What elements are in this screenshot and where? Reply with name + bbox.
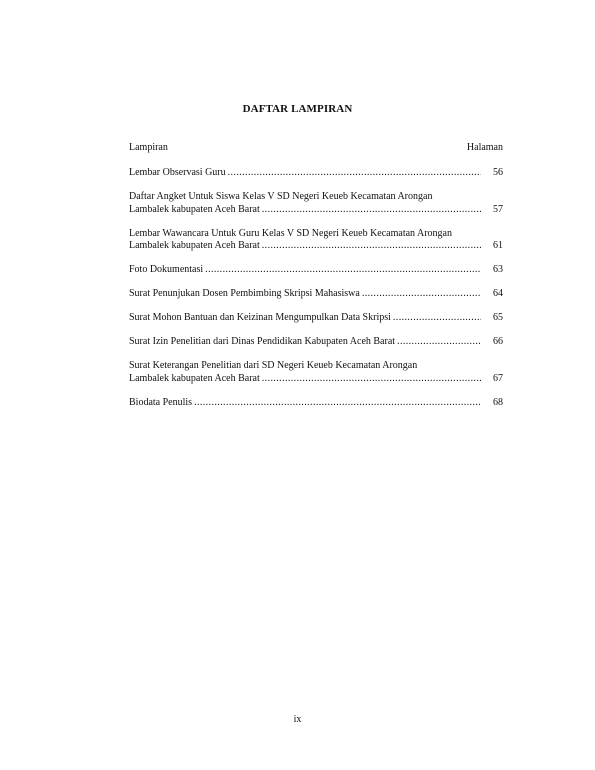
- entry-page-number: 63: [493, 264, 503, 275]
- page-title: DAFTAR LAMPIRAN: [242, 103, 353, 115]
- list-item: [129, 360, 503, 385]
- entry-title: Surat Penunjukan Dosen Pembimbing Skripsi Mahasiswa: [129, 288, 360, 299]
- entry-page-number: 66: [493, 336, 503, 347]
- dot-leader: [397, 336, 481, 349]
- entry-title: Biodata Penulis: [129, 396, 193, 408]
- list-item: [129, 336, 503, 349]
- entry-title: Lembar Observasi Guru: [129, 167, 226, 178]
- list-item: [129, 167, 503, 180]
- dot-leader: [262, 204, 481, 217]
- dot-leader: [194, 397, 481, 410]
- entry-page-number: 67: [493, 372, 503, 384]
- entry-page-number: 61: [493, 240, 503, 251]
- list-item: [129, 288, 503, 301]
- entry-page-number: 65: [493, 312, 503, 323]
- entry-title-line2: Lambalek kabupaten Aceh Barat: [129, 203, 260, 215]
- appendix-list: [129, 167, 503, 421]
- dot-leader: [393, 312, 481, 325]
- dot-leader: [262, 240, 481, 253]
- list-item: [129, 264, 503, 277]
- entry-title: Surat Izin Penelitian dari Dinas Pendidikan Kabupaten Aceh Barat: [129, 336, 396, 347]
- dot-leader: [228, 167, 481, 180]
- entry-page-number: 64: [493, 288, 503, 299]
- list-item: [129, 312, 503, 325]
- entry-title-line2: Lambalek kabupaten Aceh Barat: [129, 240, 260, 251]
- entry-title-line2: Lambalek kabupaten Aceh Barat: [129, 372, 260, 384]
- entry-page-number: 68: [493, 396, 503, 408]
- page-number: ix: [293, 714, 302, 725]
- entry-title-line1: Daftar Angket Untuk Siswa Kelas V SD Negeri Keueb Kecamatan Arongan: [129, 191, 433, 202]
- dot-leader: [262, 373, 481, 386]
- list-header: [129, 142, 503, 153]
- entry-page-number: 57: [493, 203, 503, 215]
- entry-title: Surat Mohon Bantuan dan Keizinan Mengumpulkan Data Skripsi: [129, 312, 391, 323]
- list-item: [129, 228, 503, 253]
- entry-title-line1: Lembar Wawancara Untuk Guru Kelas V SD Negeri Keueb Kecamatan Arongan: [129, 227, 452, 239]
- header-lampiran-label: Lampiran: [129, 142, 168, 153]
- entry-page-number: 56: [493, 167, 503, 178]
- list-item: [129, 397, 503, 410]
- list-item: [129, 191, 503, 216]
- dot-leader: [205, 264, 481, 277]
- entry-title-line1: Surat Keterangan Penelitian dari SD Negeri Keueb Kecamatan Arongan: [129, 360, 418, 371]
- dot-leader: [362, 288, 481, 301]
- header-halaman-label: Halaman: [466, 142, 503, 153]
- entry-title: Foto Dokumentasi: [129, 264, 204, 275]
